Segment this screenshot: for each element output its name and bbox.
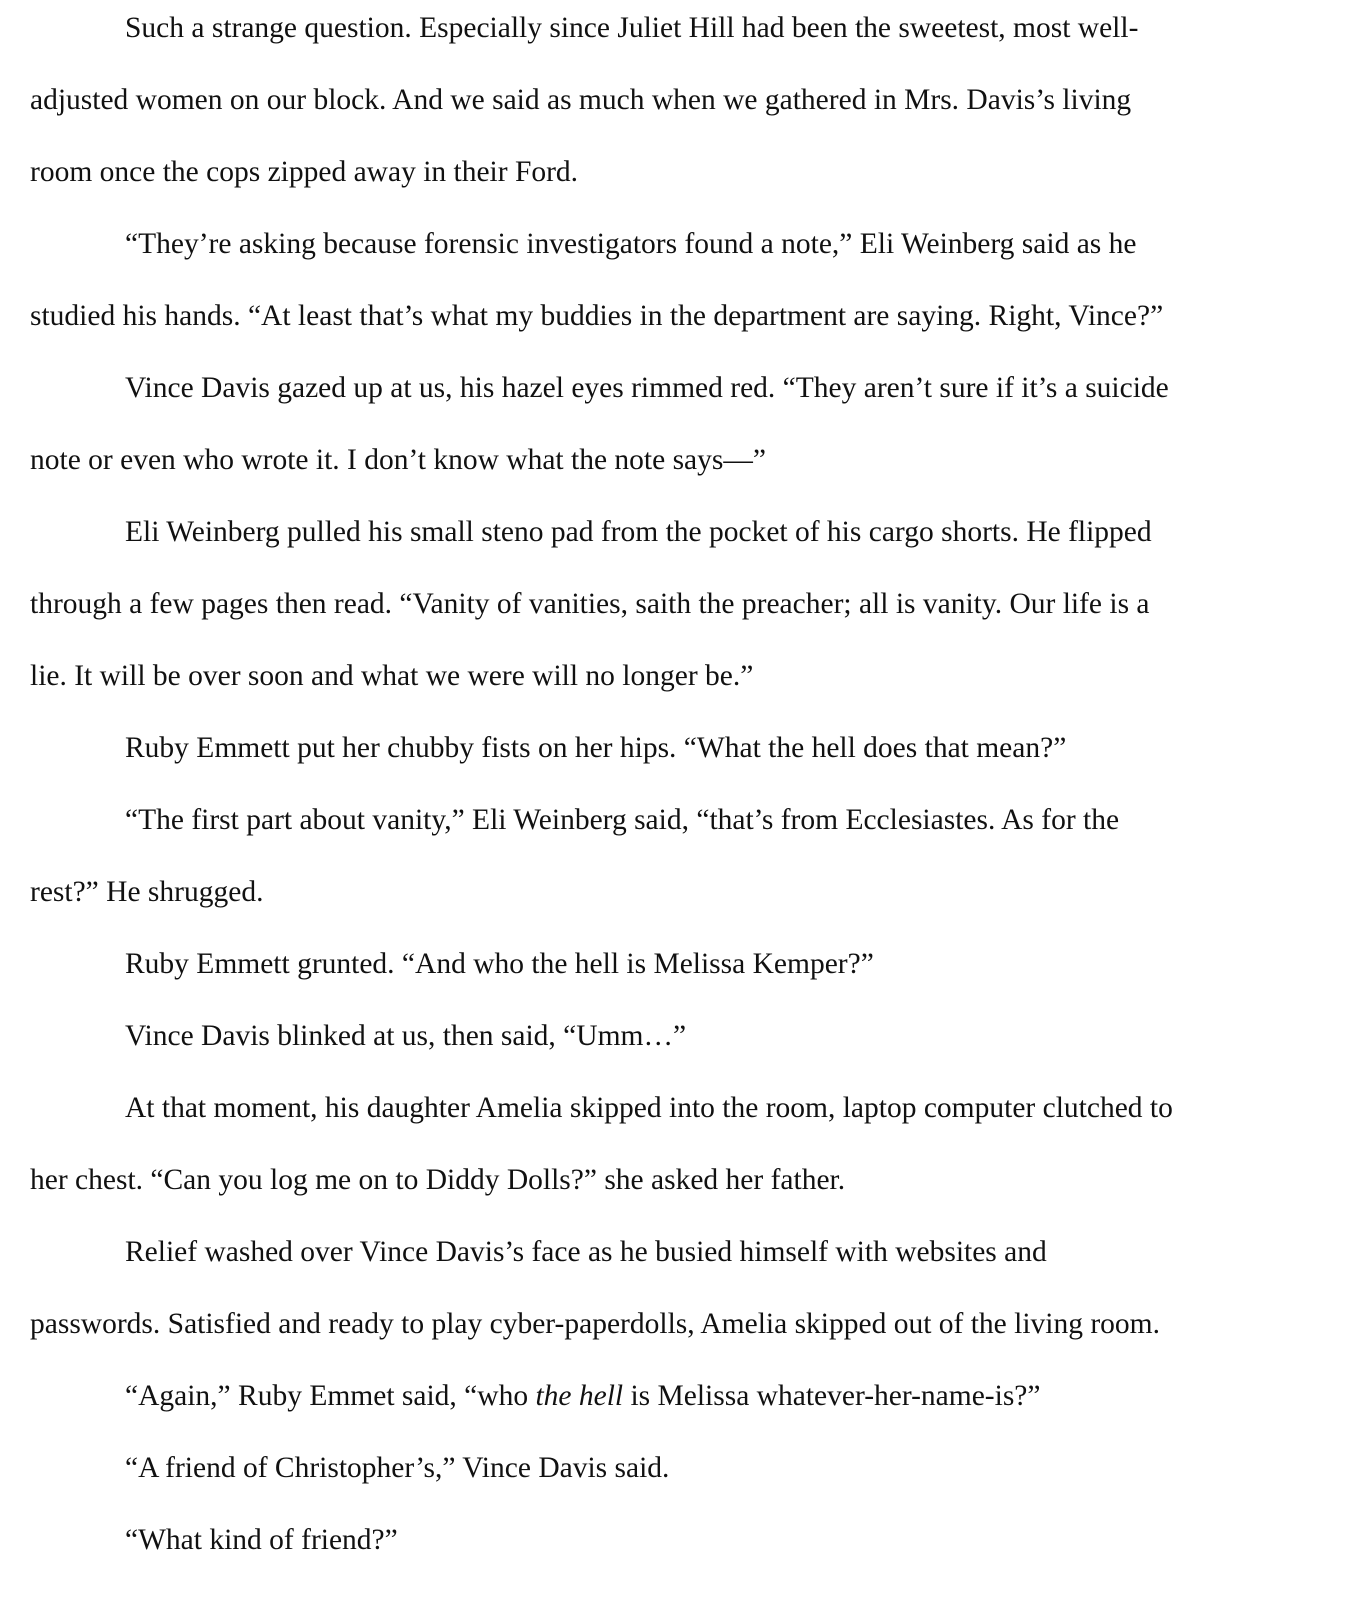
text-run: “Again,” Ruby Emmet said, “who xyxy=(125,1380,536,1412)
text-line: adjusted women on our block. And we said as much when we gathered in Mrs. Davis’s living xyxy=(30,84,1132,116)
text-line: note or even who wrote it. I don’t know what the note says—” xyxy=(30,444,766,476)
text-line: through a few pages then read. “Vanity of vanities, saith the preacher; all is vanity. Our life is a xyxy=(30,588,1150,620)
text-line: Ruby Emmett grunted. “And who the hell is Melissa Kemper?” xyxy=(125,948,874,980)
text-line: Ruby Emmett put her chubby fists on her hips. “What the hell does that mean?” xyxy=(125,732,1067,764)
text-line xyxy=(125,1382,1041,1412)
text-line: lie. It will be over soon and what we were will no longer be.” xyxy=(30,660,754,692)
text-run: is Melissa whatever-her-name-is?” xyxy=(623,1380,1041,1412)
text-line: room once the cops zipped away in their Ford. xyxy=(30,156,579,188)
text-line: Eli Weinberg pulled his small steno pad from the pocket of his cargo shorts. He flipped xyxy=(125,516,1152,548)
text-line: “A friend of Christopher’s,” Vince Davis said. xyxy=(125,1452,670,1484)
text-line: “The first part about vanity,” Eli Weinberg said, “that’s from Ecclesiastes. As for the xyxy=(125,804,1120,836)
text-line: rest?” He shrugged. xyxy=(30,876,264,908)
text-line: “What kind of friend?” xyxy=(125,1524,398,1556)
text-line: “They’re asking because forensic investigators found a note,” Eli Weinberg said as he xyxy=(125,228,1137,260)
text-line: At that moment, his daughter Amelia skipped into the room, laptop computer clutched to xyxy=(125,1092,1173,1124)
text-line: studied his hands. “At least that’s what my buddies in the department are saying. Right, Vince?” xyxy=(30,300,1164,332)
text-line: Vince Davis blinked at us, then said, “Umm…” xyxy=(125,1020,687,1052)
text-line: her chest. “Can you log me on to Diddy Dolls?” she asked her father. xyxy=(30,1164,846,1196)
text-line: Such a strange question. Especially since Juliet Hill had been the sweetest, most well- xyxy=(125,12,1139,44)
text-line: Relief washed over Vince Davis’s face as he busied himself with websites and xyxy=(125,1236,1047,1268)
text-line: passwords. Satisfied and ready to play cyber-paperdolls, Amelia skipped out of the living room. xyxy=(30,1308,1161,1340)
text-line: Vince Davis gazed up at us, his hazel eyes rimmed red. “They aren’t sure if it’s a suicide xyxy=(125,372,1169,404)
italic-text-run: the hell xyxy=(535,1380,624,1412)
